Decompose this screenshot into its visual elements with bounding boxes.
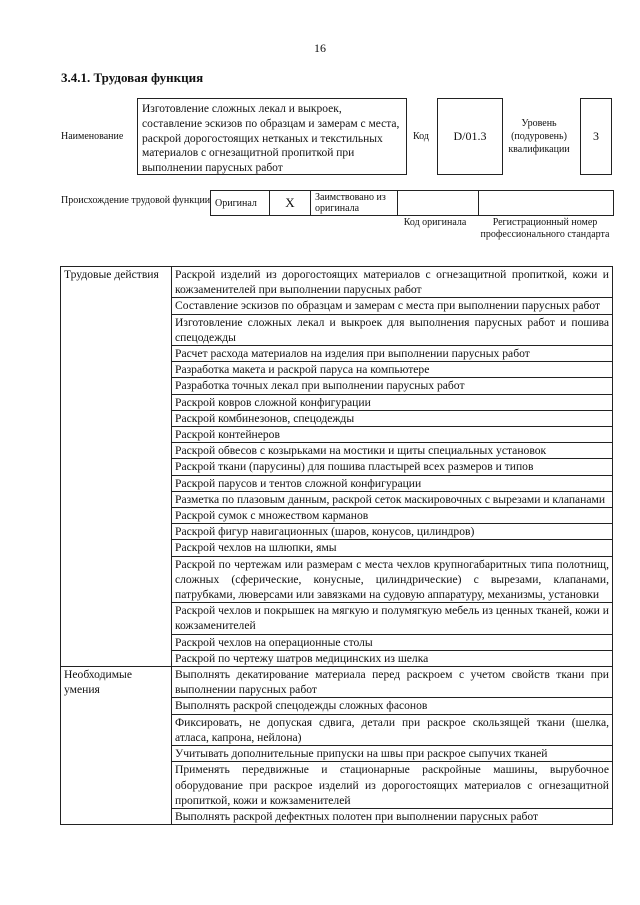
labor-actions-item: Раскрой сумок с множеством карманов xyxy=(172,508,613,524)
labor-actions-item: Раскрой чехлов и покрышек на мягкую и полумягкую мебель из ценных тканей, кожи и кожзаменителей xyxy=(172,603,613,634)
qualification-level-label: Уровень (подуровень) квалификации xyxy=(508,118,570,155)
code-original-label: Код оригинала xyxy=(403,217,467,228)
origin-table xyxy=(210,190,614,216)
labor-actions-item: Раскрой ткани (парусины) для пошива пластырей всех размеров и типов xyxy=(172,459,613,475)
table-row xyxy=(61,667,613,698)
labor-actions-item: Составление эскизов по образцам и замерам с места при выполнении парусных работ xyxy=(172,298,613,314)
required-skills-item: Выполнять раскрой спецодежды сложных фасонов xyxy=(172,698,613,714)
reg-number-cell xyxy=(479,191,614,216)
labor-actions-item: Раскрой парусов и тентов сложной конфигурации xyxy=(172,475,613,491)
qualification-level-box xyxy=(580,98,612,175)
page-number: 16 xyxy=(314,41,326,55)
labor-actions-item: Раскрой чехлов на шлюпки, ямы xyxy=(172,540,613,556)
origin-label: Происхождение трудовой функции xyxy=(61,195,211,206)
code-label: Код xyxy=(413,131,429,142)
function-name-text: Изготовление сложных лекал и выкроек, составление эскизов по образцам и замерам с места, раскрой дорогостоящих нетканых и текстильных материалов с огнезащитной пропиткой при выполнении парусных работ xyxy=(142,103,400,175)
required-skills-item: Выполнять декатирование материала перед раскроем с учетом свойств ткани при выполнении парусных работ xyxy=(172,667,613,698)
qualification-level-value: 3 xyxy=(593,129,599,143)
code-original-cell xyxy=(398,191,479,216)
required-skills-item: Выполнять раскрой дефектных полотен при выполнении парусных работ xyxy=(172,808,613,824)
labor-actions-item: Изготовление сложных лекал и выкроек для выполнения парусных работ и пошива спецодежды xyxy=(172,314,613,345)
labor-actions-item: Раскрой ковров сложной конфигурации xyxy=(172,394,613,410)
original-label: Оригинал xyxy=(215,197,257,209)
labor-actions-item: Разметка по плазовым данным, раскрой сеток маскировочных с вырезами и клапанами xyxy=(172,491,613,507)
labor-actions-label: Трудовые действия xyxy=(61,267,172,667)
functions-table xyxy=(60,266,613,825)
labor-actions-item: Раскрой изделий из дорогостоящих материалов с огнезащитной пропиткой, кожи и кожзаменителей при выполнении парусных работ xyxy=(172,267,613,298)
labor-actions-item: Раскрой по чертежам или размерам с места чехлов крупногабаритных типа полотнищ, сложных (сферические, конусные, цилиндрические) с вырезами, клапанами, патрубками, люверсами или завязками на судовую аппаратуру, механизмы, установки xyxy=(172,556,613,603)
original-mark: X xyxy=(285,195,295,210)
labor-actions-item: Раскрой чехлов на операционные столы xyxy=(172,634,613,650)
labor-actions-item: Разработка точных лекал при выполнении парусных работ xyxy=(172,378,613,394)
section-title: 3.4.1. Трудовая функция xyxy=(61,70,204,85)
labor-actions-item: Раскрой контейнеров xyxy=(172,427,613,443)
required-skills-item: Фиксировать, не допуская сдвига, детали при раскрое скользящей ткани (шелка, атласа, капрона, нейлона) xyxy=(172,714,613,745)
required-skills-item: Применять передвижные и стационарные раскройные машины, вырубочное оборудование при раскрое изделий из дорогостоящих материалов с огнезащитной пропиткой, кожи и кожзаменителей xyxy=(172,762,613,809)
required-skills-item: Учитывать дополнительные припуски на швы при раскрое сыпучих тканей xyxy=(172,746,613,762)
original-label-cell xyxy=(211,191,270,216)
code-value: D/01.3 xyxy=(453,129,487,143)
borrowed-label: Заимствовано из оригинала xyxy=(315,192,386,214)
function-name-box xyxy=(137,98,407,175)
original-mark-cell xyxy=(270,191,311,216)
reg-number-label: Регистрационный номер профессионального стандарта xyxy=(480,217,610,240)
required-skills-label: Необходимые умения xyxy=(61,667,172,825)
labor-actions-item: Раскрой по чертежу шатров медицинских из шелка xyxy=(172,650,613,666)
table-row xyxy=(61,267,613,298)
name-label: Наименование xyxy=(61,131,124,142)
labor-actions-item: Раскрой обвесов с козырьками на мостики и щиты специальных установок xyxy=(172,443,613,459)
labor-actions-item: Расчет расхода материалов на изделия при выполнении парусных работ xyxy=(172,346,613,362)
code-box xyxy=(437,98,503,175)
labor-actions-item: Раскрой комбинезонов, спецодежды xyxy=(172,410,613,426)
labor-actions-item: Раскрой фигур навигационных (шаров, конусов, цилиндров) xyxy=(172,524,613,540)
borrowed-label-cell xyxy=(311,191,398,216)
labor-actions-item: Разработка макета и раскрой паруса на компьютере xyxy=(172,362,613,378)
